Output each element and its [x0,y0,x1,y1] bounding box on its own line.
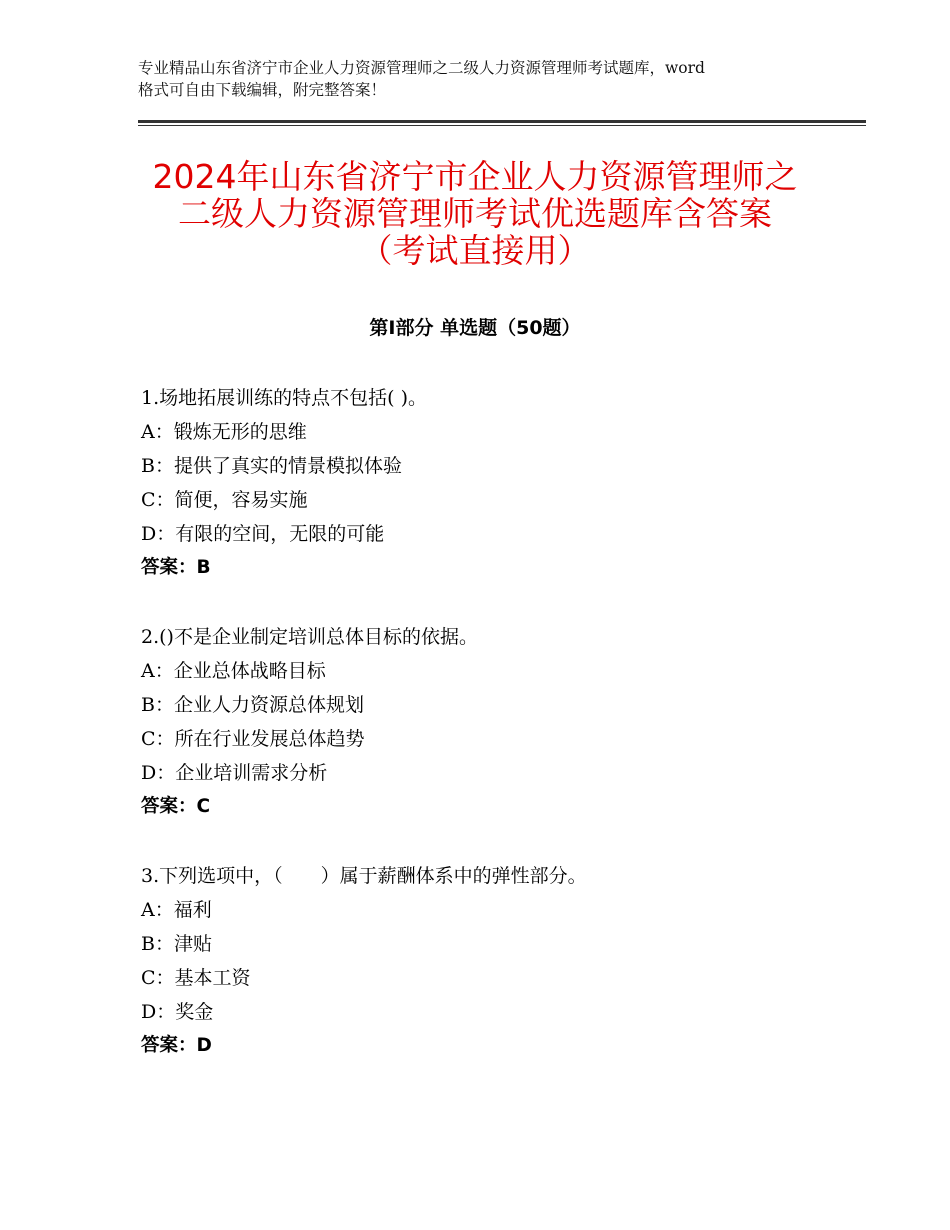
header-note-line-1: 专业精品山东省济宁市企业人力资源管理师之二级人力资源管理师考试题库，word [138,59,705,77]
answer: 答案：B [141,557,211,578]
document-title [100,158,850,269]
question-stem: 1.场地拓展训练的特点不包括( )。 [141,387,427,409]
document-title-line-3: （考试直接用） [359,231,591,270]
document-title-line-2: 二级人力资源管理师考试优选题库含答案 [178,194,772,233]
option-c: C：所在行业发展总体趋势 [141,728,365,750]
option-b: B：企业人力资源总体规划 [141,694,364,716]
question-1 [141,381,861,585]
option-c: C：基本工资 [141,967,251,989]
option-a: A：福利 [141,899,212,921]
question-stem: 2.()不是企业制定培训总体目标的依据。 [141,626,478,648]
option-d: D：有限的空间，无限的可能 [141,523,385,545]
option-d: D：企业培训需求分析 [141,762,328,784]
header-note [138,57,838,101]
option-b: B：津贴 [141,933,212,955]
answer: 答案：D [141,1035,212,1056]
header-divider-thick [138,120,866,123]
answer: 答案：C [141,796,211,817]
question-2 [141,620,861,824]
option-a: A：锻炼无形的思维 [141,421,307,443]
option-b: B：提供了真实的情景模拟体验 [141,455,402,477]
option-a: A：企业总体战略目标 [141,660,326,682]
header-divider-thin [138,125,866,126]
document-title-line-1: 2024年山东省济宁市企业人力资源管理师之 [152,157,798,196]
option-c: C：简便，容易实施 [141,489,308,511]
option-d: D：奖金 [141,1001,214,1023]
question-3 [141,859,861,1063]
section-title: 第Ⅰ部分 单选题（50题） [369,317,581,339]
question-stem: 3.下列选项中，（ ）属于薪酬体系中的弹性部分。 [141,865,587,887]
header-note-line-2: 格式可自由下载编辑，附完整答案！ [138,81,387,99]
